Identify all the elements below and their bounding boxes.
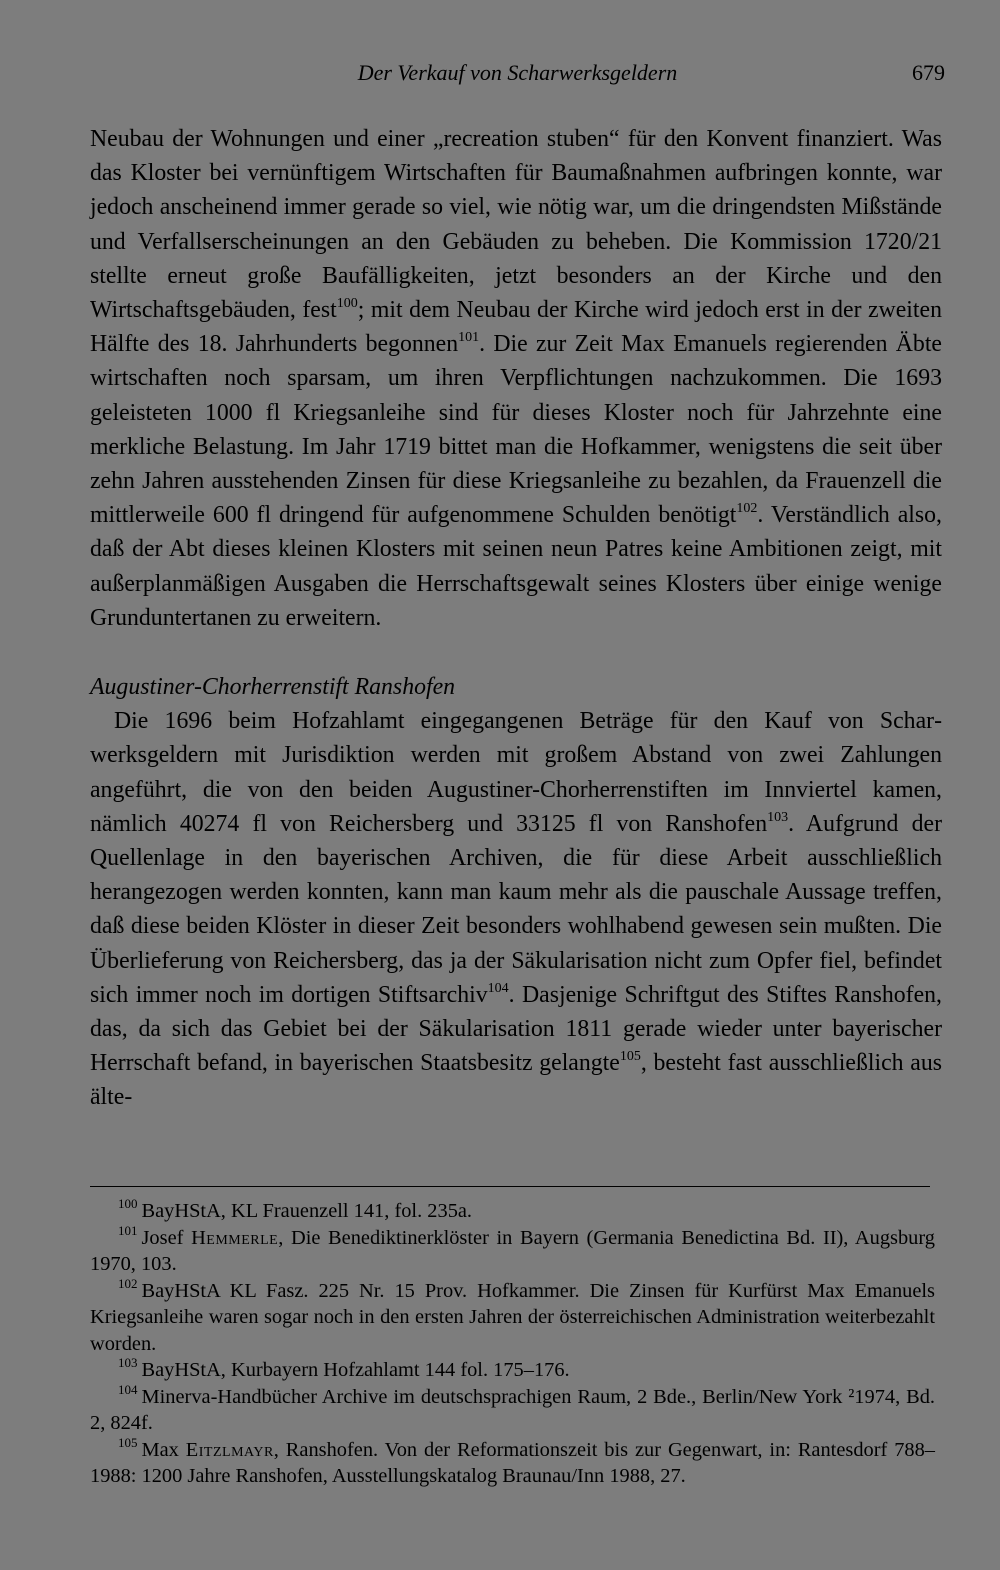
footnote-text: , Ranshofen. Von der Reformationszeit bis zur Gegenwart, in: Rantesdorf 788–1988: 1200 Jahre Ranshofen, Ausstellungskatalog Braunau/Inn 1988, 27. <box>90 1438 935 1487</box>
footnote-number: 102 <box>118 1275 138 1291</box>
text-run: ; mit dem Neubau der Kirche wird jedoch erst in der zweiten Hälfte des 18. Jahrhunderts begonnen <box>90 297 942 358</box>
footnote-ref: 100 <box>336 296 358 312</box>
footnote-ref: 104 <box>487 980 509 996</box>
text-run: . Die zur Zeit Max Emanuels regierenden Äbte wirtschaften noch sparsam, um ihren Verpflichtungen nachzukommen. Die 1693 geleisteten 1000 fl Kriegsanleihe sind für dieses Kloster noch für Jahrzehnte eine merkliche Belastung. Im Jahr 1719 bittet man die Hofkammer, wenigstens die seit über zehn Jahren ausstehenden Zinsen für diese Kriegsanleihe zu bezahlen, da Frauenzell die mittlerweile 600 fl dringend für aufgenommene Schulden benötigt <box>90 331 942 529</box>
footnote-text: Josef <box>141 1226 192 1249</box>
footnote <box>90 1357 935 1384</box>
footnote-ref: 103 <box>767 809 789 825</box>
footnote-text: BayHStA, KL Frauenzell 141, fol. 235a. <box>141 1200 473 1222</box>
footnote-number: 103 <box>118 1355 138 1370</box>
text-run: Neubau der Wohnungen und einer „recreation stuben“ für den Konvent finanziert. Was das Kloster bei vernünftigem Wirtschaften für Baumaßnahmen aufbringen konnte, war jedoch anscheinend immer gerade so viel, wie nötig war, um die dringendsten Mißstände und Verfallserscheinungen an den Gebäuden zu beheben. Die Kommission 1720/21 stellte erneut große Baufälligkeiten, jetzt besonders an der Kirche und den Wirtschaftsgebäuden, fest <box>90 126 942 324</box>
text-run: , besteht fast ausschließlich aus älte- <box>90 1050 942 1111</box>
footnote <box>90 1222 935 1278</box>
footnotes <box>90 1198 935 1490</box>
author-name: Hemmerle <box>191 1226 279 1249</box>
footnote-text: BayHStA KL Fasz. 225 Nr. 15 Prov. Hofkammer. Die Zinsen für Kurfürst Max Emanuels Kriegsanleihe waren sogar noch in den ersten Jahren der österreichischen Administration weiterbezahlt worden. <box>90 1279 935 1355</box>
footnote-rule <box>90 1186 930 1187</box>
footnote-ref: 105 <box>619 1049 641 1065</box>
page-number: 679 <box>912 60 945 85</box>
paragraph <box>90 704 942 1114</box>
footnote <box>90 1198 935 1225</box>
paragraph <box>90 122 942 635</box>
author-name: Eitzlmayr <box>185 1438 274 1461</box>
footnote-number: 100 <box>118 1196 138 1211</box>
footnote-text: BayHStA, Kurbayern Hofzahlamt 144 fol. 175–176. <box>141 1359 570 1381</box>
running-title: Der Verkauf von Scharwerksgeldern <box>357 60 678 85</box>
footnote-number: 105 <box>118 1434 138 1450</box>
text-run: . Dasjenige Schriftgut des Stiftes Ranshofen, das, da sich das Gebiet bei der Säkularisation 1811 gerade wieder unter bayerischer Herrschaft befand, in bayerischen Staatsbesitz gelangte <box>90 981 942 1077</box>
footnote-number: 104 <box>118 1381 138 1397</box>
footnote-number: 101 <box>118 1222 138 1238</box>
section-heading: Augustiner-Chorherrenstift Ranshofen <box>90 674 456 701</box>
footnote <box>90 1434 935 1490</box>
footnote-ref: 102 <box>736 501 758 517</box>
text-run: . Aufgrund der Quellenlage in den bayerischen Archiven, die für diese Arbeit ausschließlich herangezogen werden konnten, kann man kaum mehr als die pauschale Aussage treffen, daß diese beiden Klöster in dieser Zeit besonders wohlhabend gewesen sein mußten. Die Überlieferung von Reichersberg, das ja der Säkularisation nicht zum Opfer fiel, befindet sich immer noch im dortigen Stiftsarchiv <box>90 810 942 1008</box>
footnote-text: Max <box>141 1438 186 1461</box>
footnote-text: Minerva-Handbücher Archive im deutschsprachigen Raum, 2 Bde., Berlin/New York ²1974, Bd. 2, 824f. <box>90 1385 935 1434</box>
main-text <box>90 122 942 1115</box>
footnote <box>90 1275 935 1358</box>
footnote-text: , Die Benediktinerklöster in Bayern (Germania Benedictina Bd. II), Augsburg 1970, 103. <box>90 1226 935 1275</box>
text-run: . Verständlich also, daß der Abt dieses kleinen Klosters mit seinen neun Patres keine Ambitionen zeigt, mit außerplanmäßigen Ausgaben die Herrschaftsgewalt seines Klosters über einige wenige Grunduntertanen zu erweitern. <box>90 502 942 631</box>
footnote <box>90 1381 935 1437</box>
running-header <box>90 60 945 94</box>
text-run: Die 1696 beim Hofzahlamt eingegangenen Beträge für den Kauf von Scharwerksgeldern mit Jurisdiktion werden mit großem Abstand von zwei Zahlungen angeführt, die von den beiden Augustiner-Chorherrenstiften im Innviertel kamen, nämlich 40274 fl von Reichersberg und 33125 fl von Ranshofen <box>90 708 942 837</box>
footnote-ref: 101 <box>458 330 480 346</box>
